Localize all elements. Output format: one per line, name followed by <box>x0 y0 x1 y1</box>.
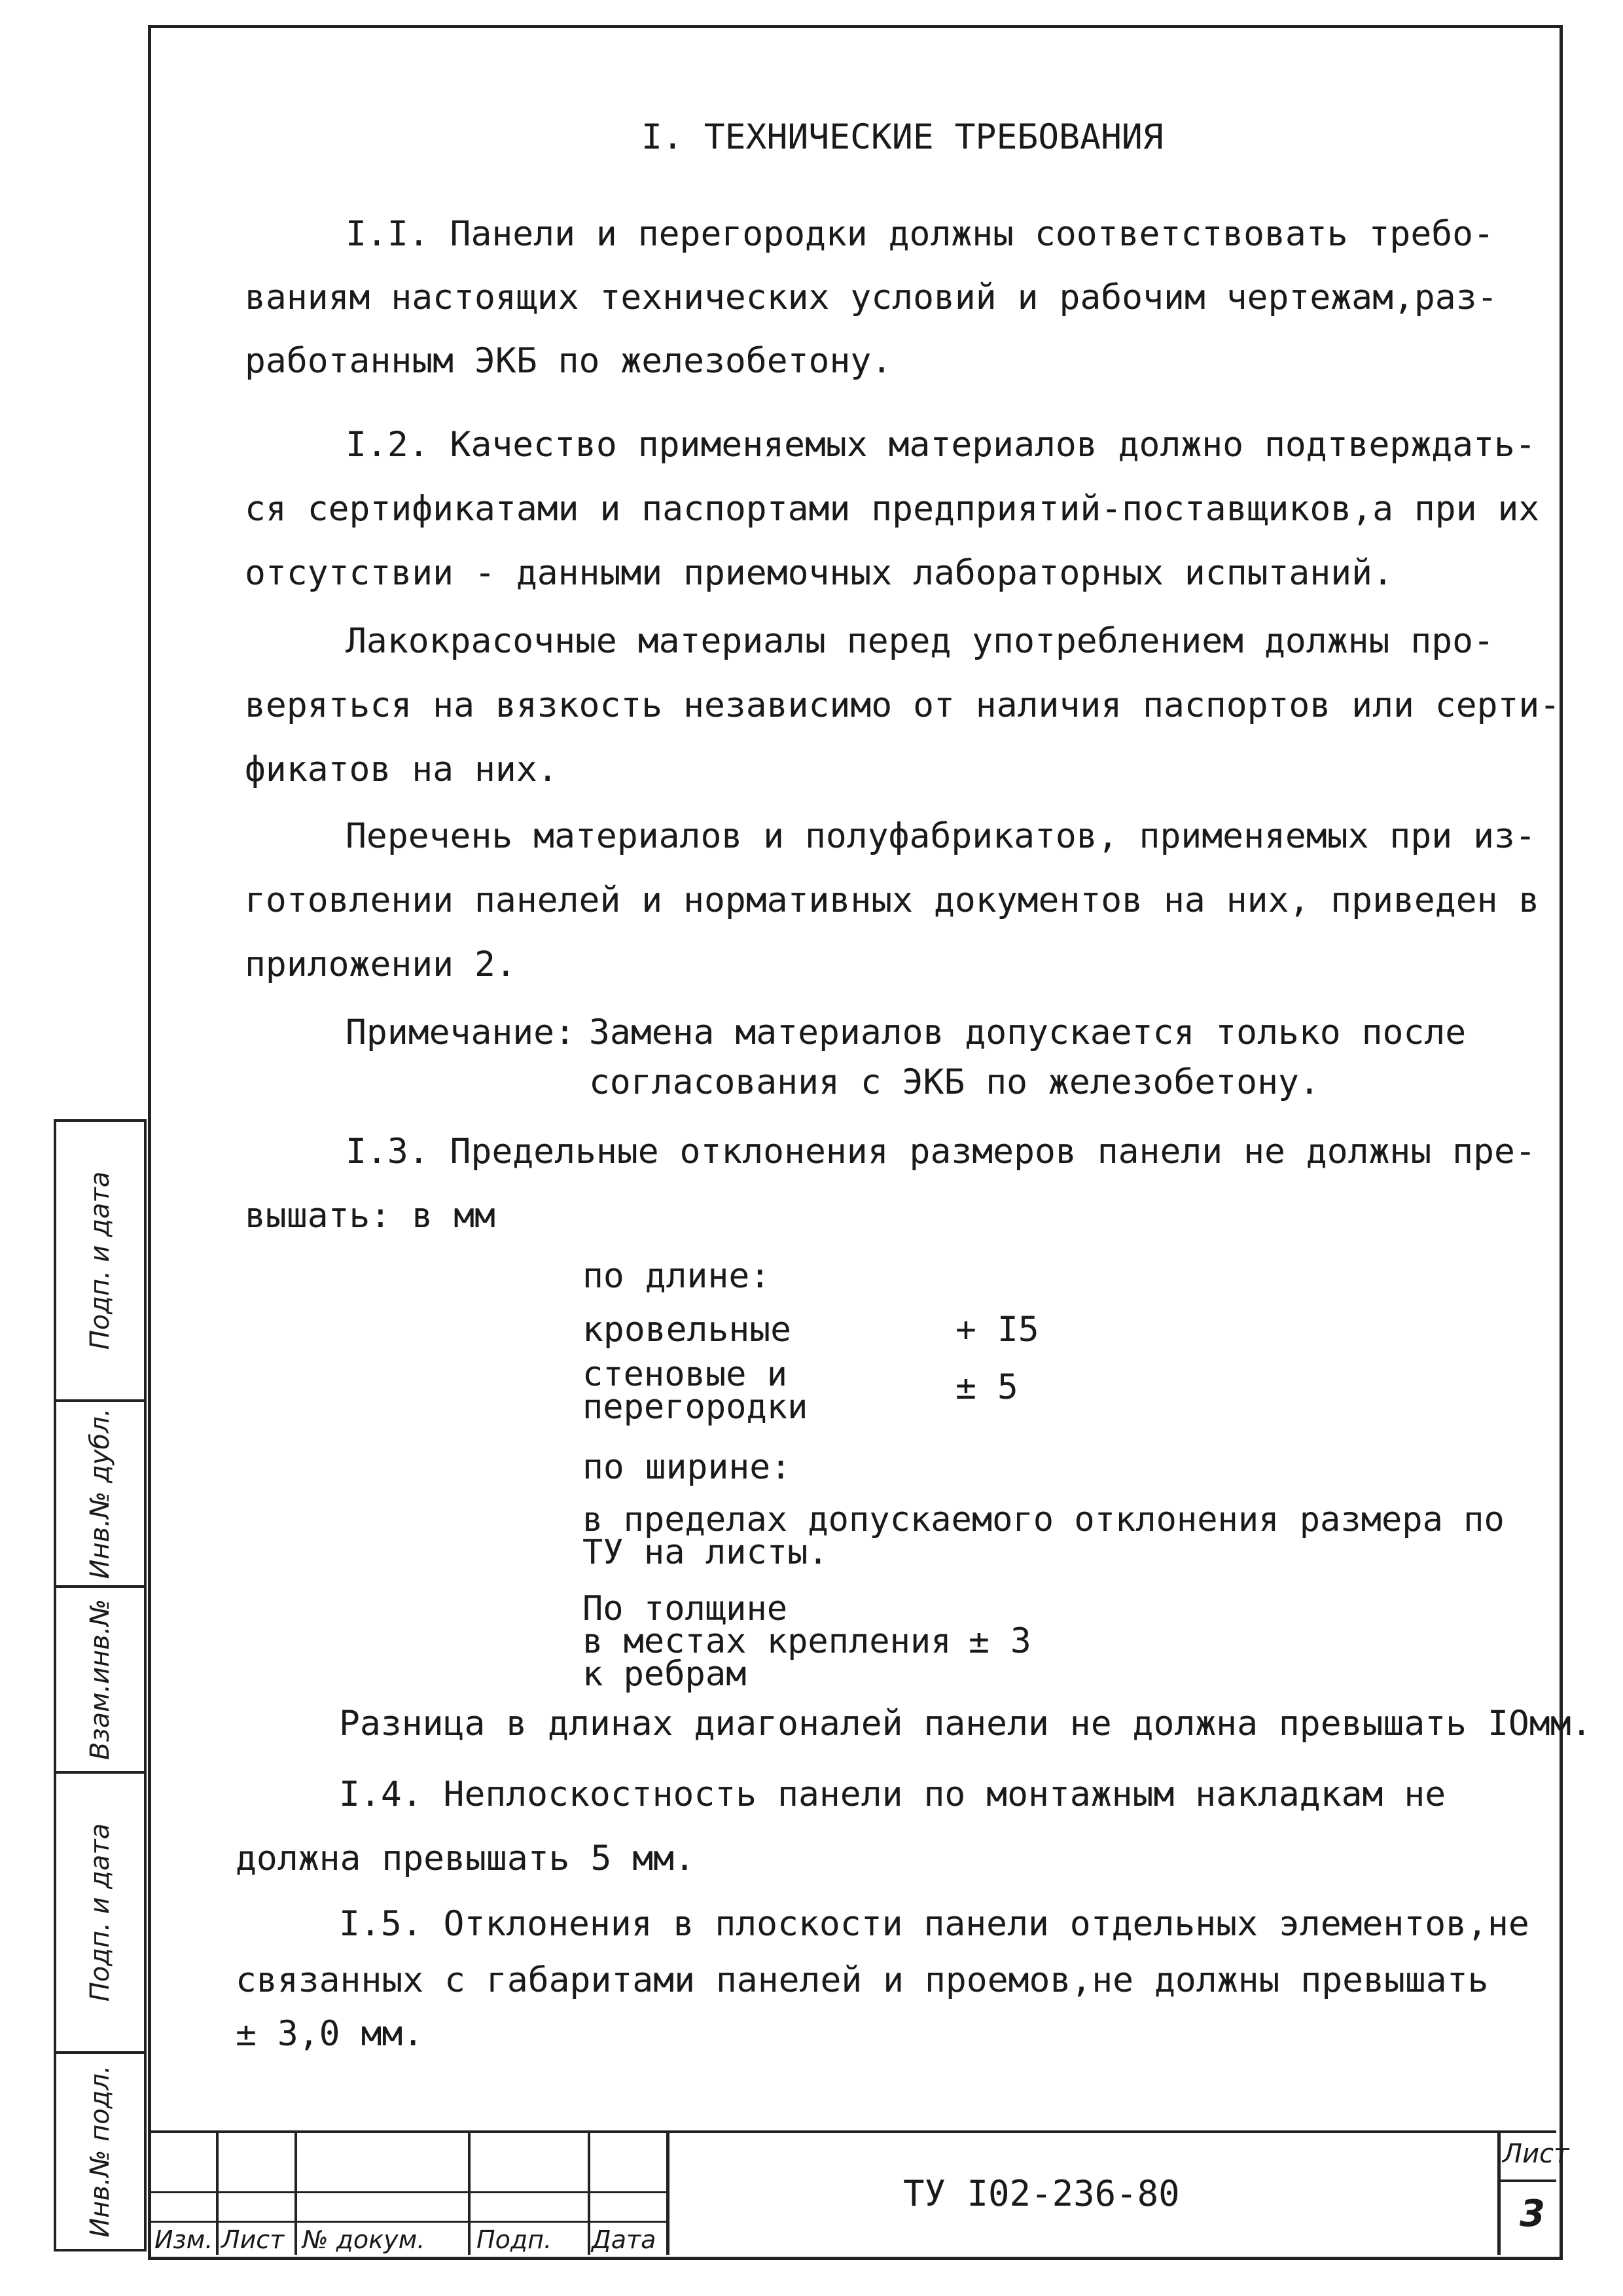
paragraph-2-line-2: ся сертификатами и паспортами предприятий-поставщиков,а при их <box>245 489 1540 529</box>
paragraph-7-line-2: должна превышать 5 мм. <box>236 1839 695 1878</box>
length-heading: по длине: <box>582 1256 771 1296</box>
paragraph-2-line-1: I.2. Качество применяемых материалов должно подтверждать- <box>346 425 1536 465</box>
paragraph-1-line-3: работанным ЭКБ по железобетону. <box>245 341 893 381</box>
sheet-label: Лист <box>1503 2139 1569 2169</box>
stamp-col-change: Изм. <box>154 2225 213 2254</box>
side-cell-replace-inv <box>54 1585 147 1774</box>
side-cell-original-inv <box>54 2051 147 2251</box>
paragraph-5-line-1: I.3. Предельные отклонения размеров панели не должны пре- <box>346 1132 1536 1172</box>
side-label: Подп. и дата <box>85 1171 115 1350</box>
side-label: Инв.№ дубл. <box>85 1408 115 1579</box>
stamp-col-signature: Подп. <box>476 2225 552 2254</box>
paragraph-8-line-2: связанных с габаритами панелей и проемов,не должны превышать <box>236 1960 1489 2000</box>
side-cell-sign-date-2 <box>54 1771 147 2054</box>
side-label: Взам.инв.№ <box>85 1598 115 1761</box>
stamp-col-date: Дата <box>592 2225 656 2254</box>
wall-label-2: перегородки <box>582 1388 808 1427</box>
sheet-number: 3 <box>1520 2193 1545 2235</box>
paragraph-4-line-3: приложении 2. <box>245 944 516 984</box>
roof-label: кровельные <box>582 1310 792 1350</box>
side-label: Подп. и дата <box>85 1823 115 2002</box>
paragraph-5-line-2: вышать: в мм <box>245 1196 495 1236</box>
paragraph-3-line-1: Лакокрасочные материалы перед употреблением должны про- <box>346 621 1494 661</box>
paragraph-4-line-2: готовлении панелей и нормативных документов на них, приведен в <box>245 880 1540 920</box>
paragraph-2-line-3: отсутствии - данными приемочных лабораторных испытаний. <box>245 553 1393 593</box>
thickness-label-2: к ребрам <box>582 1655 747 1694</box>
thickness-value: ± 3 <box>969 1621 1031 1661</box>
stamp-col-doc-number: № докум. <box>302 2225 425 2254</box>
paragraph-3-line-2: веряться на вязкость независимо от наличия паспортов или серти- <box>245 685 1561 725</box>
stamp-col-sheet: Лист <box>221 2225 285 2254</box>
width-line-1: в пределах допускаемого отклонения размера по <box>582 1500 1505 1539</box>
paragraph-3-line-3: фикатов на них. <box>245 749 558 789</box>
paragraph-1-line-2: ваниям настоящих технических условий и рабочим чертежам,раз- <box>245 278 1498 317</box>
note-line-1: Замена материалов допускается только после <box>589 1013 1467 1052</box>
side-stamp <box>54 1119 147 2251</box>
roof-value: + I5 <box>955 1310 1039 1350</box>
wall-value: ± 5 <box>955 1367 1018 1407</box>
section-title: I. ТЕХНИЧЕСКИЕ ТРЕБОВАНИЯ <box>641 117 1164 157</box>
side-label: Инв.№ подл. <box>85 2065 115 2238</box>
paragraph-8-line-3: ± 3,0 мм. <box>236 2014 424 2054</box>
document-code: ТУ I02-236-80 <box>903 2173 1180 2214</box>
wall-label-1: стеновые и <box>582 1355 788 1394</box>
thickness-label-1: в местах крепления <box>582 1622 952 1661</box>
thickness-heading: По толщине <box>582 1589 788 1628</box>
paragraph-8-line-1: I.5. Отклонения в плоскости панели отдельных элементов,не <box>339 1904 1529 1944</box>
note-label: Примечание: <box>346 1013 575 1052</box>
side-cell-sign-date-1 <box>54 1119 147 1402</box>
width-heading: по ширине: <box>582 1447 792 1487</box>
paragraph-1-line-1: I.I. Панели и перегородки должны соответствовать требо- <box>346 214 1494 254</box>
width-line-2: ТУ на листы. <box>582 1533 829 1572</box>
diagonal-sentence: Разница в длинах диагоналей панели не должна превышать IOмм. <box>339 1704 1592 1744</box>
paragraph-7-line-1: I.4. Неплоскостность панели по монтажным накладкам не <box>339 1774 1446 1814</box>
side-cell-dup-inv <box>54 1399 147 1588</box>
note-line-2: согласования с ЭКБ по железобетону. <box>589 1062 1320 1102</box>
paragraph-4-line-1: Перечень материалов и полуфабрикатов, применяемых при из- <box>346 816 1536 856</box>
